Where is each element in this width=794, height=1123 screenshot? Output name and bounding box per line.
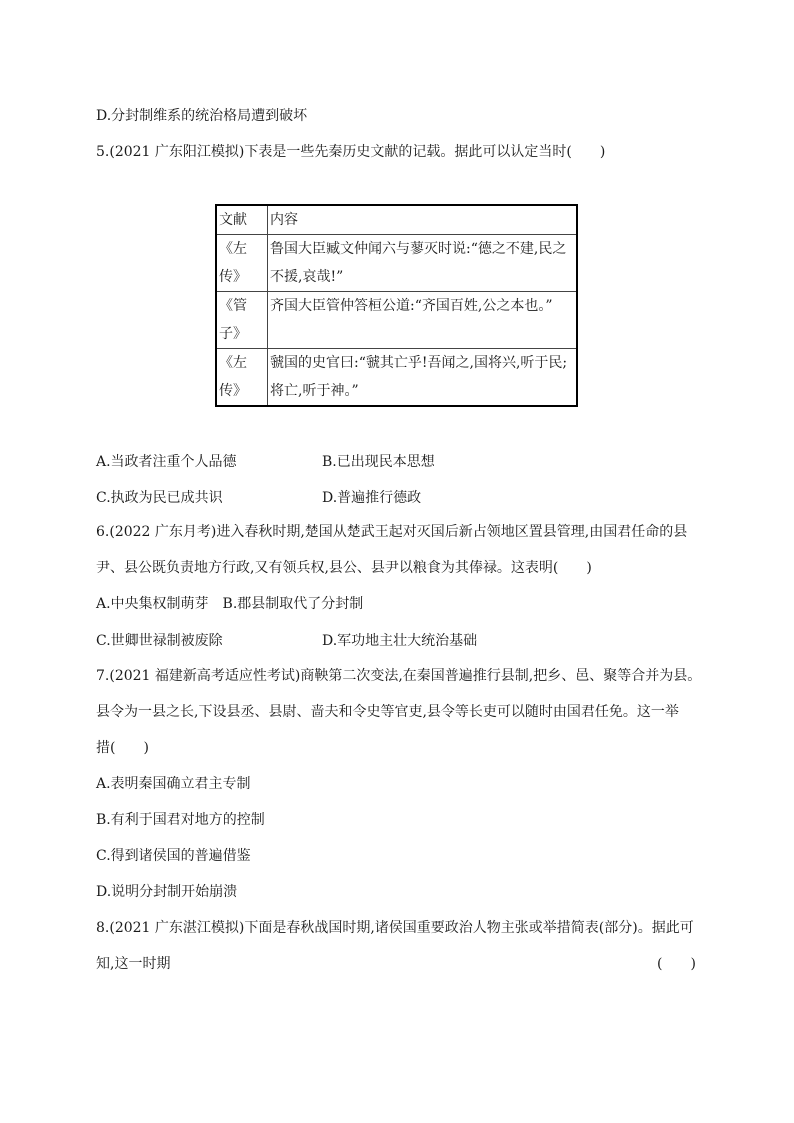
q7-stem-line2: 县令为一县之长,下设县丞、县尉、啬夫和令史等官吏,县令等长吏可以随时由国君任免。这一举: [96, 704, 679, 720]
q5-option-d: D.普遍推行德政: [322, 490, 422, 506]
q5-literature-table: [215, 204, 578, 407]
q8-stem-line2: 知,这一时期: [96, 956, 171, 972]
table-cell-source: 《左传》: [216, 349, 268, 407]
table-cell-source: 《左传》: [216, 235, 268, 292]
table-header-source: 文献: [216, 205, 268, 235]
table-header-content: 内容: [268, 205, 578, 235]
q8-answer-paren: ( ): [657, 956, 696, 972]
q7-option-d: D.说明分封制开始崩溃: [96, 884, 238, 900]
q5-option-a: A.当政者注重个人品德: [96, 454, 237, 470]
q6-stem-line1: 6.(2022 广东月考)进入春秋时期,楚国从楚武王起对灭国后新占领地区置县管理,由国君任命的县: [96, 524, 688, 540]
table-row: [216, 349, 577, 407]
table-cell-content: 齐国大臣管仲答桓公道:“齐国百姓,公之本也。”: [268, 292, 578, 349]
q6-option-c: C.世卿世禄制被废除: [96, 633, 223, 649]
q5-option-c: C.执政为民已成共识: [96, 490, 223, 506]
q4-option-d: D.分封制维系的统治格局遭到破坏: [96, 108, 308, 124]
table-header-row: [216, 205, 577, 235]
q5-stem: 5.(2021 广东阳江模拟)下表是一些先秦历史文献的记载。据此可以认定当时( ): [96, 144, 606, 160]
table-cell-content: 虢国的史官曰:“虢其亡乎!吾闻之,国将兴,听于民;将亡,听于神。”: [268, 349, 578, 407]
q6-options-ab: A.中央集权制萌芽 B.郡县制取代了分封制: [96, 596, 364, 612]
q6-option-d: D.军功地主壮大统治基础: [322, 633, 478, 649]
q7-stem-line3: 措( ): [96, 740, 149, 756]
table-row: [216, 292, 577, 349]
q7-option-c: C.得到诸侯国的普遍借鉴: [96, 848, 251, 864]
q7-stem-line1: 7.(2021 福建新高考适应性考试)商鞅第二次变法,在秦国普遍推行县制,把乡、邑、聚等合并为县。: [96, 668, 702, 684]
table-cell-source: 《管子》: [216, 292, 268, 349]
q6-stem-line2: 尹、县公既负责地方行政,又有领兵权,县公、县尹以粮食为其俸禄。这表明( ): [96, 560, 592, 576]
q7-option-a: A.表明秦国确立君主专制: [96, 776, 251, 792]
table-cell-content: 鲁国大臣臧文仲闻六与蓼灭时说:“德之不建,民之不援,哀哉!”: [268, 235, 578, 292]
table-row: [216, 235, 577, 292]
q7-option-b: B.有利于国君对地方的控制: [96, 812, 265, 828]
q5-option-b: B.已出现民本思想: [322, 454, 435, 470]
q8-stem-line1: 8.(2021 广东湛江模拟)下面是春秋战国时期,诸侯国重要政治人物主张或举措简表(部分)。据此可: [96, 920, 694, 936]
